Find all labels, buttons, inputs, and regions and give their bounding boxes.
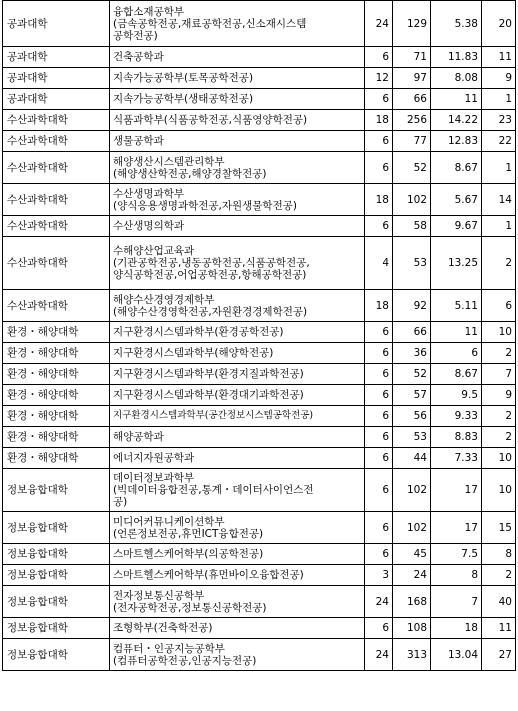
applicants-cell: 256 xyxy=(393,110,431,131)
rank-cell: 9 xyxy=(482,385,516,406)
rank-cell: 2 xyxy=(482,343,516,364)
rank-cell: 2 xyxy=(482,565,516,586)
rank-cell: 2 xyxy=(482,406,516,427)
table-body xyxy=(3,1,516,671)
rank-cell: 7 xyxy=(482,364,516,385)
applicants-cell: 58 xyxy=(393,216,431,237)
applicants-cell: 313 xyxy=(393,639,431,671)
ratio-cell: 7 xyxy=(431,586,482,618)
quota-cell: 4 xyxy=(365,237,393,290)
department-line: 공학전공) xyxy=(113,29,158,42)
department-cell xyxy=(110,469,365,512)
quota-cell: 18 xyxy=(365,184,393,216)
department-cell xyxy=(110,427,365,448)
department-cell xyxy=(110,544,365,565)
quota-cell: 18 xyxy=(365,290,393,322)
ratio-cell: 5.11 xyxy=(431,290,482,322)
applicants-cell: 53 xyxy=(393,427,431,448)
table-row xyxy=(3,406,516,427)
department-cell xyxy=(110,237,365,290)
rank-cell: 1 xyxy=(482,216,516,237)
department-cell xyxy=(110,131,365,152)
applicants-cell: 36 xyxy=(393,343,431,364)
ratio-cell: 12.83 xyxy=(431,131,482,152)
department-line: 스마트헬스케어학부(의공학전공) xyxy=(113,548,264,560)
table-row xyxy=(3,469,516,512)
ratio-cell: 8.83 xyxy=(431,427,482,448)
quota-cell: 6 xyxy=(365,47,393,68)
college-cell: 수산과학대학 xyxy=(3,290,110,322)
college-cell: 수산과학대학 xyxy=(3,110,110,131)
college-cell: 환경・해양대학 xyxy=(3,406,110,427)
table-row xyxy=(3,216,516,237)
rank-cell: 11 xyxy=(482,618,516,639)
applicants-cell: 102 xyxy=(393,512,431,544)
ratio-cell: 13.25 xyxy=(431,237,482,290)
rank-cell: 27 xyxy=(482,639,516,671)
quota-cell: 6 xyxy=(365,216,393,237)
college-cell: 정보융합대학 xyxy=(3,639,110,671)
rank-cell: 14 xyxy=(482,184,516,216)
ratio-cell: 8.67 xyxy=(431,364,482,385)
department-line: 전자정보통신공학부 xyxy=(113,589,205,602)
ratio-cell: 17 xyxy=(431,469,482,512)
quota-cell: 6 xyxy=(365,448,393,469)
college-cell: 환경・해양대학 xyxy=(3,385,110,406)
department-line: 미디어커뮤니케이션학부 xyxy=(113,515,225,528)
department-line: 컴퓨터・인공지능공학부 xyxy=(113,642,225,655)
department-cell xyxy=(110,216,365,237)
department-line: 데이터정보과학부 xyxy=(113,472,195,484)
quota-cell: 24 xyxy=(365,639,393,671)
rank-cell: 10 xyxy=(482,448,516,469)
quota-cell: 6 xyxy=(365,322,393,343)
table-row xyxy=(3,237,516,290)
quota-cell: 6 xyxy=(365,131,393,152)
applicants-cell: 56 xyxy=(393,406,431,427)
ratio-cell: 9.5 xyxy=(431,385,482,406)
college-cell: 정보융합대학 xyxy=(3,618,110,639)
college-cell: 공과대학 xyxy=(3,89,110,110)
applicants-cell: 102 xyxy=(393,469,431,512)
admission-table xyxy=(2,0,516,671)
applicants-cell: 57 xyxy=(393,385,431,406)
quota-cell: 24 xyxy=(365,586,393,618)
department-line: 융합소재공학부 xyxy=(113,5,185,18)
quota-cell: 6 xyxy=(365,544,393,565)
table-row xyxy=(3,110,516,131)
department-cell xyxy=(110,89,365,110)
ratio-cell: 14.22 xyxy=(431,110,482,131)
rank-cell: 20 xyxy=(482,1,516,47)
table-row xyxy=(3,343,516,364)
college-cell: 정보융합대학 xyxy=(3,565,110,586)
quota-cell: 6 xyxy=(365,385,393,406)
table-row xyxy=(3,565,516,586)
applicants-cell: 44 xyxy=(393,448,431,469)
department-line: (컴퓨터공학전공,인공지능전공) xyxy=(113,654,257,667)
department-line: 식품과학부(식품공학전공,식품영양학전공) xyxy=(113,114,308,126)
rank-cell: 6 xyxy=(482,290,516,322)
table-row xyxy=(3,427,516,448)
rank-cell: 10 xyxy=(482,469,516,512)
rank-cell: 11 xyxy=(482,47,516,68)
department-line: 지구환경시스템과학부(환경대기과학전공) xyxy=(113,389,304,401)
department-cell xyxy=(110,586,365,618)
department-cell xyxy=(110,565,365,586)
rank-cell: 15 xyxy=(482,512,516,544)
quota-cell: 6 xyxy=(365,364,393,385)
applicants-cell: 102 xyxy=(393,184,431,216)
department-line: (기관공학전공,냉동공학전공,식품공학전공, xyxy=(113,257,310,269)
applicants-cell: 97 xyxy=(393,68,431,89)
rank-cell: 2 xyxy=(482,427,516,448)
department-cell xyxy=(110,290,365,322)
department-line: 생물공학과 xyxy=(113,135,164,147)
ratio-cell: 17 xyxy=(431,512,482,544)
college-cell: 정보융합대학 xyxy=(3,586,110,618)
department-line: (양식응용생명과학전공,자원생물학전공) xyxy=(113,199,297,212)
rank-cell: 9 xyxy=(482,68,516,89)
quota-cell: 6 xyxy=(365,618,393,639)
department-line: (해양생산학전공,해양경찰학전공) xyxy=(113,167,267,180)
department-cell xyxy=(110,343,365,364)
rank-cell: 1 xyxy=(482,152,516,184)
rank-cell: 1 xyxy=(482,89,516,110)
applicants-cell: 129 xyxy=(393,1,431,47)
rank-cell: 40 xyxy=(482,586,516,618)
department-cell xyxy=(110,152,365,184)
quota-cell: 6 xyxy=(365,469,393,512)
ratio-cell: 11.83 xyxy=(431,47,482,68)
ratio-cell: 7.5 xyxy=(431,544,482,565)
table-row xyxy=(3,385,516,406)
quota-cell: 6 xyxy=(365,343,393,364)
department-line: 지속가능공학부(토목공학전공) xyxy=(113,72,254,84)
department-cell xyxy=(110,1,365,47)
college-cell: 정보융합대학 xyxy=(3,544,110,565)
applicants-cell: 108 xyxy=(393,618,431,639)
ratio-cell: 11 xyxy=(431,322,482,343)
department-line: 지구환경시스템과학부(환경공학전공) xyxy=(113,326,284,338)
department-cell xyxy=(110,618,365,639)
department-line: 수해양산업교육과 xyxy=(113,245,195,257)
applicants-cell: 52 xyxy=(393,364,431,385)
ratio-cell: 8.08 xyxy=(431,68,482,89)
quota-cell: 6 xyxy=(365,427,393,448)
table-row xyxy=(3,68,516,89)
ratio-cell: 9.67 xyxy=(431,216,482,237)
table-row xyxy=(3,639,516,671)
rank-cell: 8 xyxy=(482,544,516,565)
ratio-cell: 6 xyxy=(431,343,482,364)
table-row xyxy=(3,290,516,322)
applicants-cell: 53 xyxy=(393,237,431,290)
department-line: 지구환경시스템과학부(해양학전공) xyxy=(113,347,274,359)
department-line: 건축공학과 xyxy=(113,51,164,63)
college-cell: 수산과학대학 xyxy=(3,131,110,152)
ratio-cell: 7.33 xyxy=(431,448,482,469)
applicants-cell: 92 xyxy=(393,290,431,322)
department-line: (언론정보전공,휴먼ICT융합전공) xyxy=(113,527,264,540)
quota-cell: 18 xyxy=(365,110,393,131)
table-row xyxy=(3,364,516,385)
quota-cell: 6 xyxy=(365,406,393,427)
department-line: 해양생산시스템관리학부 xyxy=(113,155,225,168)
college-cell: 공과대학 xyxy=(3,47,110,68)
ratio-cell: 11 xyxy=(431,89,482,110)
quota-cell: 6 xyxy=(365,89,393,110)
college-cell: 환경・해양대학 xyxy=(3,448,110,469)
applicants-cell: 71 xyxy=(393,47,431,68)
table-row xyxy=(3,131,516,152)
applicants-cell: 66 xyxy=(393,322,431,343)
quota-cell: 6 xyxy=(365,152,393,184)
department-cell xyxy=(110,385,365,406)
table-row xyxy=(3,47,516,68)
department-line: (전자공학전공,정보통신공학전공) xyxy=(113,601,267,614)
department-line: 수산생명의학과 xyxy=(113,220,185,232)
table-row xyxy=(3,586,516,618)
department-line: 지속가능공학부(생태공학전공) xyxy=(113,93,254,105)
applicants-cell: 66 xyxy=(393,89,431,110)
ratio-cell: 5.38 xyxy=(431,1,482,47)
quota-cell: 6 xyxy=(365,512,393,544)
college-cell: 공과대학 xyxy=(3,1,110,47)
department-line: (해양수산경영학전공,자원환경경제학전공) xyxy=(113,305,308,318)
department-line: 스마트헬스케어학부(휴먼바이오융합전공) xyxy=(113,569,304,581)
department-line: 해양공학과 xyxy=(113,431,164,443)
department-cell xyxy=(110,448,365,469)
ratio-cell: 8 xyxy=(431,565,482,586)
department-line: 지구환경시스템과학부(환경지질과학전공) xyxy=(113,368,304,380)
department-cell xyxy=(110,47,365,68)
department-line: (빅데이터융합전공,통계・데이터사이언스전 xyxy=(113,484,314,496)
department-cell xyxy=(110,364,365,385)
quota-cell: 12 xyxy=(365,68,393,89)
table-row xyxy=(3,1,516,47)
college-cell: 환경・해양대학 xyxy=(3,322,110,343)
department-cell xyxy=(110,639,365,671)
quota-cell: 3 xyxy=(365,565,393,586)
college-cell: 환경・해양대학 xyxy=(3,427,110,448)
department-cell xyxy=(110,68,365,89)
ratio-cell: 8.67 xyxy=(431,152,482,184)
applicants-cell: 168 xyxy=(393,586,431,618)
rank-cell: 22 xyxy=(482,131,516,152)
applicants-cell: 24 xyxy=(393,565,431,586)
department-cell xyxy=(110,406,365,427)
department-cell xyxy=(110,110,365,131)
college-cell: 정보융합대학 xyxy=(3,512,110,544)
ratio-cell: 9.33 xyxy=(431,406,482,427)
table-row xyxy=(3,322,516,343)
table-row xyxy=(3,184,516,216)
rank-cell: 23 xyxy=(482,110,516,131)
applicants-cell: 45 xyxy=(393,544,431,565)
department-line: 해양수산경영경제학부 xyxy=(113,293,215,306)
college-cell: 환경・해양대학 xyxy=(3,364,110,385)
college-cell: 수산과학대학 xyxy=(3,152,110,184)
department-line: (금속공학전공,재료공학전공,신소재시스템 xyxy=(113,17,307,30)
department-cell xyxy=(110,184,365,216)
department-line: 공) xyxy=(113,496,128,508)
table-row xyxy=(3,618,516,639)
ratio-cell: 5.67 xyxy=(431,184,482,216)
department-cell xyxy=(110,512,365,544)
college-cell: 환경・해양대학 xyxy=(3,343,110,364)
college-cell: 정보융합대학 xyxy=(3,469,110,512)
table-row xyxy=(3,89,516,110)
college-cell: 수산과학대학 xyxy=(3,237,110,290)
college-cell: 공과대학 xyxy=(3,68,110,89)
department-line: 수산생명과학부 xyxy=(113,187,185,200)
department-line: 양식공학전공,어업공학전공,항해공학전공) xyxy=(113,269,307,281)
quota-cell: 24 xyxy=(365,1,393,47)
department-line: 지구환경시스템과학부(공간정보시스템공학전공) xyxy=(113,410,314,421)
ratio-cell: 18 xyxy=(431,618,482,639)
applicants-cell: 52 xyxy=(393,152,431,184)
table-row xyxy=(3,544,516,565)
rank-cell: 10 xyxy=(482,322,516,343)
department-line: 조형학부(건축학전공) xyxy=(113,622,213,634)
table-row xyxy=(3,448,516,469)
rank-cell: 2 xyxy=(482,237,516,290)
table-row xyxy=(3,152,516,184)
applicants-cell: 77 xyxy=(393,131,431,152)
college-cell: 수산과학대학 xyxy=(3,216,110,237)
department-line: 에너지자원공학과 xyxy=(113,452,195,464)
table-row xyxy=(3,512,516,544)
ratio-cell: 13.04 xyxy=(431,639,482,671)
college-cell: 수산과학대학 xyxy=(3,184,110,216)
department-cell xyxy=(110,322,365,343)
